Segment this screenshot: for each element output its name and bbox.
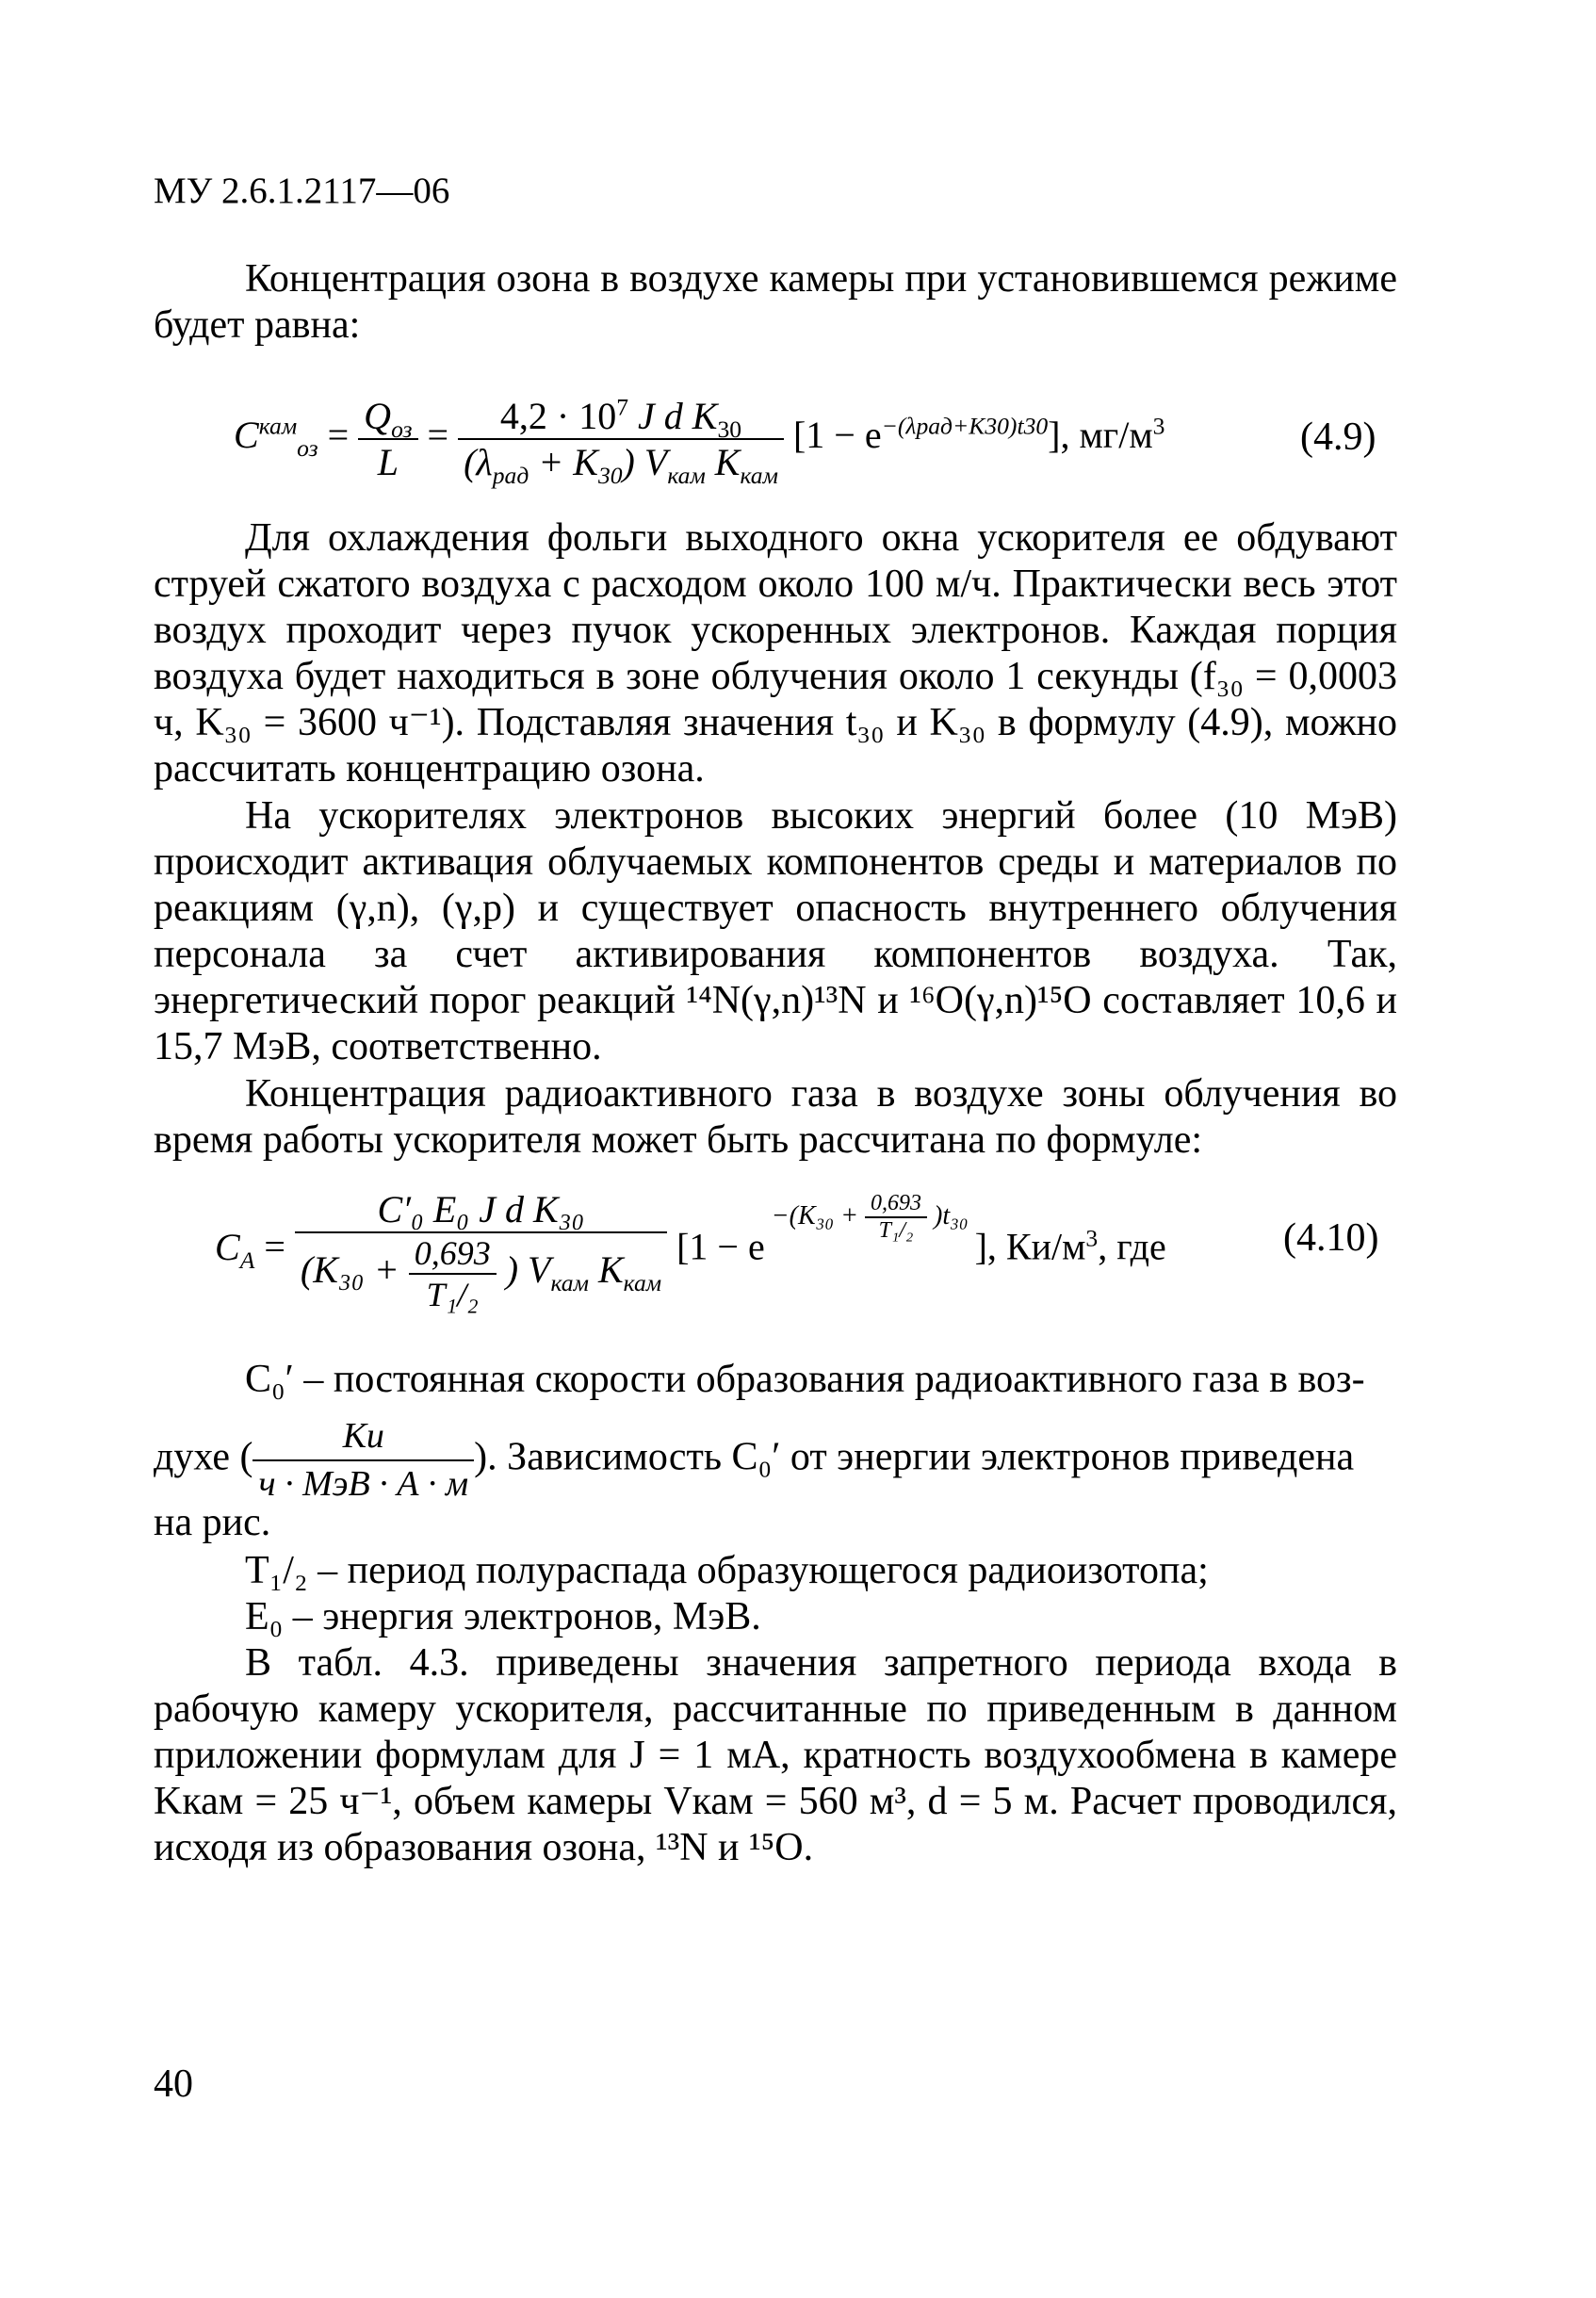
paragraph-intro: Концентрация озона в воздухе камеры при установившемся режиме будет равна: <box>154 257 1397 347</box>
definition-c0: C₀′ – постоянная скорости образования радиоактивного газа в воз- <box>245 1358 1365 1401</box>
formula-eq: = <box>327 414 350 457</box>
formula-lhs: $C^{кам}_{оз}$ <box>234 412 318 463</box>
formula-4-9: $C^{кам}_{оз}$ = $\frac{Q_{оз}}{L}$ = $\frac{4,2 \cdot 10^7 J d K_{30}}{(\lambda_{рад} + K_{30}) V_{кам} K_{кам}}$ $[1 - e^{-(\lambda рад+K30)t30}]$, $мг/м^3$ <box>234 393 1165 489</box>
definition-energy: E₀ – энергия электронов, МэВ. <box>245 1595 761 1638</box>
formula-main-fraction: $\frac{4,2 \cdot 10^7 J d K_{30}}{(\lambda_{рад} + K_{30}) V_{кам} K_{кам}}$ <box>458 394 784 484</box>
paragraph-table-reference: В табл. 4.3. приведены значения запретного периода входа в рабочую камеру ускорителя, рассчитанные по приведенным в данном приложении формулам для J = 1 мА, кратность воздухообмена в камере Kкам = 25 ч⁻¹, объем камеры Vкам = 560 м³, d = 5 м. Расчет проводился, исходя из образования озона, ¹³N и ¹⁵O. <box>154 1641 1397 1869</box>
formula-4-10: $C_A$ = C′₀ E₀ J d K₃₀ (K₃₀ + $\frac{0,693}{\text{T₁/₂}}$ ) $V_{кам}$ $K_{кам}$ [1 − e $^{-(K_{30} + \frac{0,693}{\text{T₁/₂}} )t_{30}}$ ], $Ки/м^3$, где <box>215 1188 1166 1313</box>
equation-number-4-10: (4.10) <box>1283 1216 1379 1260</box>
formula-bracket: $[1 - e^{-(\lambda рад+K30)t30}]$, $мг/м^3$ <box>792 412 1165 457</box>
paragraph-activation: На ускорителях электронов высоких энергий более (10 МэВ) происходит активация облучаемых компонентов среды и материалов по реакциям (γ,n), (γ,p) и существует опасность внутреннего облучения персонала за счет активирования компонентов воздуха. Так, энергетический порог реакций ¹⁴N(γ,n)¹³N и ¹⁶O(γ,n)¹⁵O составляет 10,6 и 15,7 МэВ, соответственно. <box>154 794 1397 1068</box>
definition-c0-units: духе ( $\frac{Ки}{\text{ч · МэВ · А · м}}$ ). Зависимость C₀′ от энергии электронов приведена <box>154 1413 1397 1508</box>
paragraph-cooling: Для охлаждения фольги выходного окна ускорителя ее обдувают струей сжатого воздуха с расходом около 100 м/ч. Практически весь этот воздух проходит через пучок ускоренных электронов. Каждая порция воздуха будет находиться в зоне облучения около 1 секунды (f₃₀ = 0,0003 ч, K₃₀ = 3600 ч⁻¹). Подставляя значения t₃₀ и K₃₀ в формулу (4.9), можно рассчитать концентрацию озона. <box>154 516 1397 790</box>
page-number: 40 <box>154 2062 193 2106</box>
definition-c0-tail: на рис. <box>154 1501 271 1544</box>
document-header: МУ 2.6.1.2117—06 <box>154 171 450 211</box>
formula-fraction-q-l: $\frac{Q_{оз}}{L}$ <box>358 394 417 484</box>
units-fraction: $\frac{Ки}{\text{ч · МэВ · А · м}}$ <box>252 1413 474 1508</box>
definition-half-life: T₁/₂ – период полураспада образующегося радиоизотопа; <box>245 1549 1209 1592</box>
paragraph-radioactive-gas: Концентрация радиоактивного газа в воздухе зоны облучения во время работы ускорителя может быть рассчитана по формуле: <box>154 1072 1397 1162</box>
equation-number-4-9: (4.9) <box>1300 416 1376 459</box>
formula-4-10-fraction: C′₀ E₀ J d K₃₀ (K₃₀ + $\frac{0,693}{\text{T₁/₂}}$ ) $V_{кам}$ $K_{кам}$ <box>295 1187 667 1314</box>
